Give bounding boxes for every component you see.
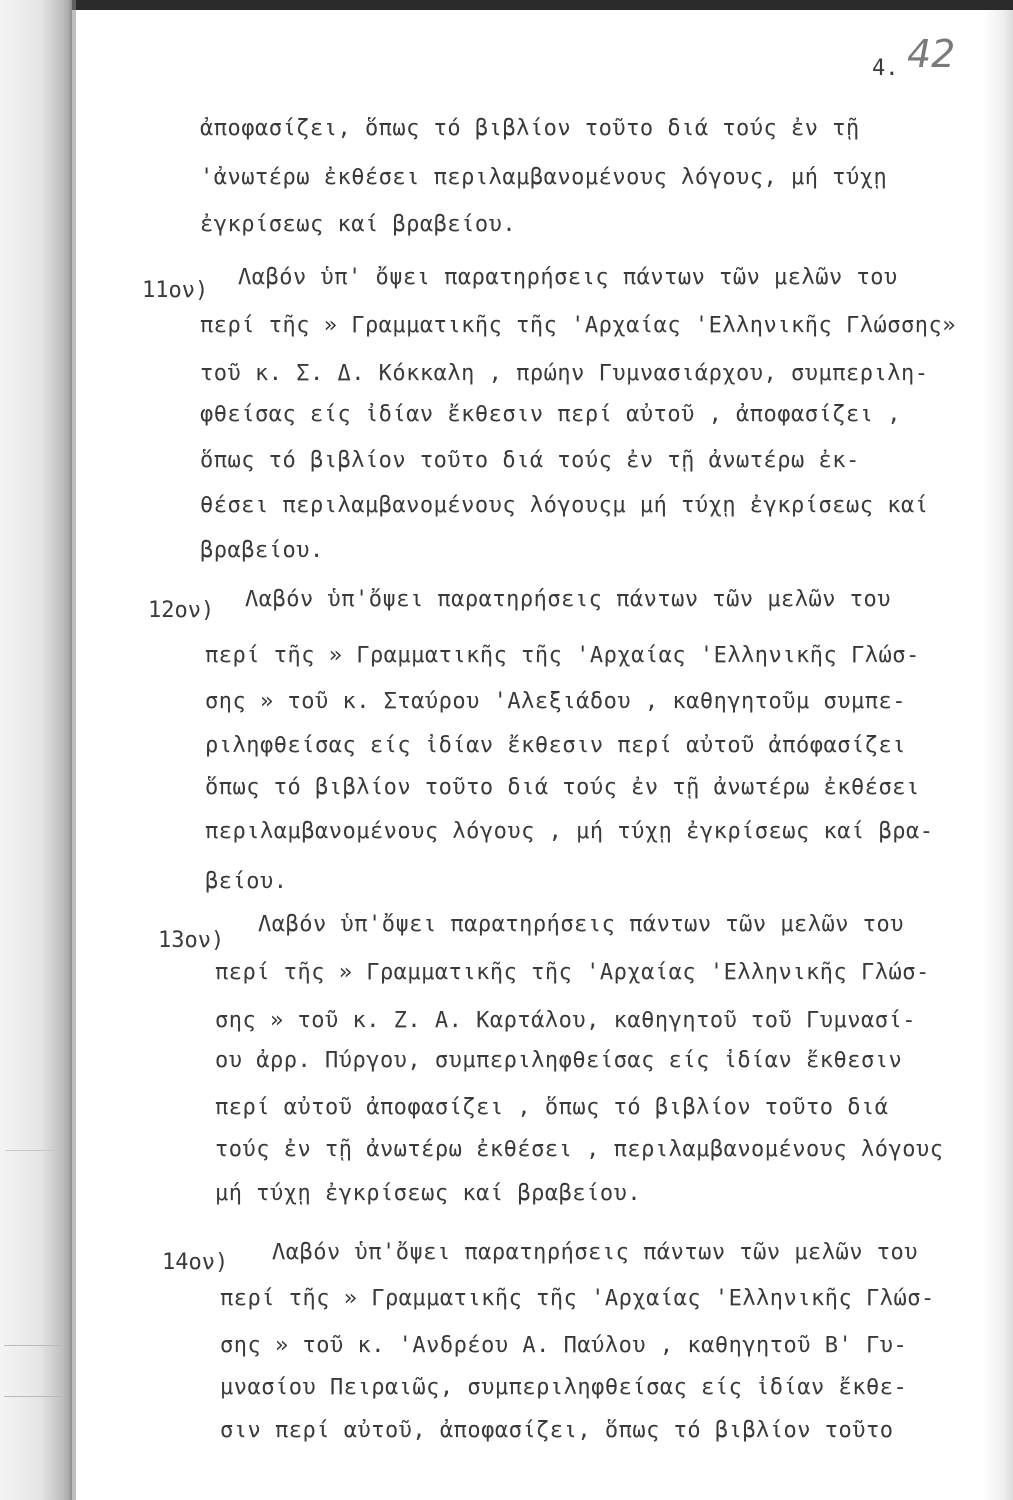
text-line: βραβείου. [200, 538, 324, 563]
text-line: μή τύχῃ ἐγκρίσεως καί βραβείου. [215, 1181, 642, 1206]
text-line: σης » τοῦ κ. 'Ανδρέου Α. Παύλου , καθηγητοῦ Β' Γυ- [220, 1333, 908, 1358]
book-spine-shadow [0, 0, 72, 1500]
page-edge-shadow [983, 10, 1013, 1500]
item-number: 11ον) [142, 278, 209, 303]
bleed-through-mark [4, 1345, 64, 1397]
text-line: τοῦ κ. Σ. Δ. Κόκκαλη , πρώην Γυμνασιάρχου, συμπεριλη- [200, 361, 929, 386]
text-line: περί τῆς » Γραμματικῆς τῆς 'Αρχαίας 'Ελληνικῆς Γλώσ- [215, 960, 930, 985]
page-number: 4. [872, 56, 899, 81]
scan-top-border [0, 0, 1013, 10]
item-number: 13ον) [158, 928, 225, 953]
text-line: ὅπως τό βιβλίον τοῦτο διά τούς ἐν τῇ ἀνωτέρω ἐκ- [200, 448, 860, 473]
item-number: 12ον) [148, 598, 215, 623]
book-gutter [70, 0, 76, 1500]
text-line: Λαβόν ὑπ'ὄψει παρατηρήσεις πάντων τῶν μελῶν του [258, 912, 905, 937]
text-line: τούς ἐν τῇ ἀνωτέρω ἐκθέσει , περιλαμβανομένους λόγους [215, 1137, 944, 1162]
text-line: σης » τοῦ κ. Σταύρου 'Αλεξιάδου , καθηγητοῦμ συμπε- [205, 689, 907, 714]
text-line: ριληφθείσας είς ἰδίαν ἔκθεσιν περί αὐτοῦ ἀπόφασίζει [205, 733, 907, 758]
text-line: 'ἀνωτέρω ἐκθέσει περιλαμβανομένους λόγους, μή τύχῃ [200, 165, 888, 190]
text-line: ἀποφασίζει, ὅπως τό βιβλίον τοῦτο διά τούς ἐν τῇ [200, 116, 860, 141]
text-line: σης » τοῦ κ. Ζ. Α. Καρτάλου, καθηγητοῦ τοῦ Γυμνασί- [215, 1008, 917, 1033]
text-line: ἐγκρίσεως καί βραβείου. [200, 212, 517, 237]
bleed-through-mark [6, 1150, 56, 1165]
text-line: περί τῆς » Γραμματικῆς τῆς 'Αρχαίας 'Ελληνικῆς Γλώσ- [220, 1286, 935, 1311]
text-line: περί αὐτοῦ ἀποφασίζει , ὅπως τό βιβλίον τοῦτο διά [215, 1095, 889, 1120]
text-line: βείου. [205, 869, 288, 894]
handwritten-folio-number: 42 [907, 32, 956, 76]
text-line: θέσει περιλαμβανομένους λόγουςμ μή τύχῃ ἐγκρίσεως καί [200, 493, 929, 518]
text-line: περιλαμβανομένους λόγους , μή τύχῃ ἐγκρίσεως καί βρα- [205, 819, 934, 844]
text-line: φθείσας είς ἰδίαν ἔκθεσιν περί αὐτοῦ , ἀποφασίζει , [200, 402, 902, 427]
text-line: περί τῆς » Γραμματικῆς τῆς 'Αρχαίας 'Ελληνικῆς Γλώσσης» [200, 313, 956, 338]
text-line: ου ἀρρ. Πύργου, συμπεριληφθείσας είς ἰδίαν ἔκθεσιν [215, 1048, 903, 1073]
text-line: μνασίου Πειραιῶς, συμπεριληφθείσας είς ἰδίαν ἔκθε- [220, 1375, 908, 1400]
text-line: Λαβόν ὑπ'ὄψει παρατηρήσεις πάντων τῶν μελῶν του [245, 587, 892, 612]
text-line: περί τῆς » Γραμματικῆς τῆς 'Αρχαίας 'Ελληνικῆς Γλώσ- [205, 643, 920, 668]
text-line: ὅπως τό βιβλίον τοῦτο διά τούς ἐν τῇ ἀνωτέρω ἐκθέσει [205, 775, 920, 800]
text-line: σιν περί αὐτοῦ, ἀποφασίζει, ὅπως τό βιβλίον τοῦτο [220, 1418, 894, 1443]
text-line: Λαβόν ὑπ' ὄψει παρατηρήσεις πάντων τῶν μελῶν του [238, 265, 898, 290]
item-number: 14ον) [162, 1250, 229, 1275]
text-line: Λαβόν ὑπ'ὄψει παρατηρήσεις πάντων τῶν μελῶν του [272, 1240, 919, 1265]
